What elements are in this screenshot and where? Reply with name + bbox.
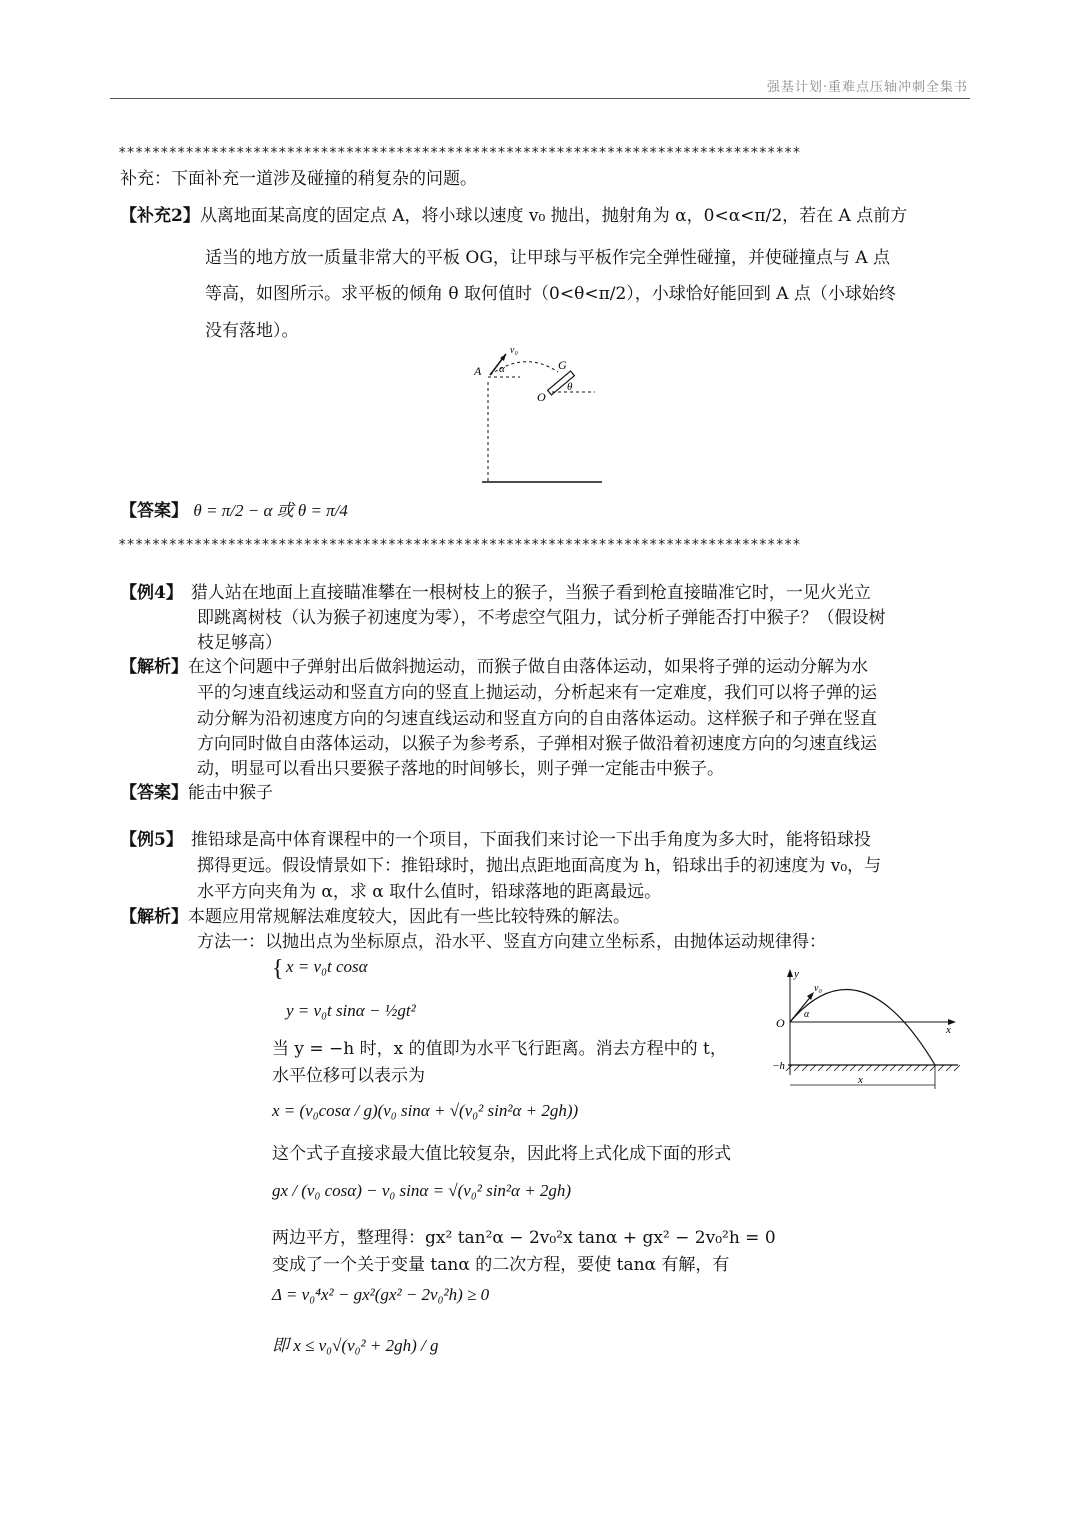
eq-x: x = v₀t cosα xyxy=(286,957,368,976)
supplement-question-line3: 等高，如图所示。求平板的倾角 θ 取何值时（0<θ<π/2），小球恰好能回到 A 点（小球始终 xyxy=(205,284,896,304)
label-o-fig: O xyxy=(776,1016,785,1030)
ex4-answer: 能击中猴子 xyxy=(188,783,273,803)
ex5-tag: 【例5】 xyxy=(120,830,183,850)
ex5-text3: 这个式子直接求最大值比较复杂，因此将上式化成下面的形式 xyxy=(272,1144,731,1164)
ex4-answer-tag: 【答案】 xyxy=(120,783,188,803)
label-y: y xyxy=(794,968,799,980)
brace: { xyxy=(272,956,284,982)
page-header xyxy=(110,76,970,99)
label-alpha: α xyxy=(499,363,505,375)
label-theta: θ xyxy=(567,381,573,393)
ex5-question-line2: 掷得更远。假设情景如下：推铅球时，抛出点距地面高度为 h，铅球出手的初速度为 v₀，与 xyxy=(197,856,882,876)
projectile-diagram xyxy=(770,965,965,1100)
ex4-answer-line xyxy=(120,782,273,804)
supplement-answer-tag: 【答案】 xyxy=(120,501,188,521)
ex5-solution-tag: 【解析】 xyxy=(120,907,188,927)
trajectory-curve xyxy=(790,990,935,1065)
ex5-question-line1 xyxy=(120,829,871,851)
eq-result: 即 x ≤ v₀√(v₀² + 2gh) / g xyxy=(272,1336,439,1355)
label-a: A xyxy=(474,364,482,378)
ex5-question-line3: 水平方向夹角为 α，求 α 取什么值时，铅球落地的距离最远。 xyxy=(197,882,662,902)
ex4-solution-line5: 动，明显可以看出只要猴子落地的时间够长，则子弹一定能击中猴子。 xyxy=(197,759,724,779)
supplement-question-line2: 适当的地方放一质量非常大的平板 OG，让甲球与平板作完全弹性碰撞，并使碰撞点与 A 点 xyxy=(205,248,891,268)
divider-stars-top: ********************************************************************************* xyxy=(118,145,801,161)
ex5-s1: 本题应用常规解法难度较大，因此有一些比较特殊的解法。 xyxy=(188,907,630,927)
ex4-solution-line3: 动分解为沿初速度方向的匀速直线运动和竖直方向的自由落体运动。这样猴子和子弹在竖直 xyxy=(197,709,877,729)
label-h: −h xyxy=(772,1060,785,1072)
label-alpha-fig: α xyxy=(804,1009,810,1020)
header-title: 强基计划·重难点压轴冲刺全集书 xyxy=(766,80,968,95)
label-g: G xyxy=(558,358,567,372)
ex5-text1: 当 y = −h 时，x 的值即为水平飞行距离。消去方程中的 t， xyxy=(272,1039,727,1059)
ground-hatch xyxy=(786,1065,960,1071)
ex4-q1: 猎人站在地面上直接瞄准攀在一根树枝上的猴子，当猴子看到枪直接瞄准它时，一见火光立 xyxy=(190,583,871,603)
supplement-question-line4: 没有落地）。 xyxy=(205,321,299,341)
ex5-method1: 方法一：以抛出点为坐标原点，沿水平、竖直方向建立坐标系，由抛体运动规律得： xyxy=(197,932,826,952)
ex5-solution-line1 xyxy=(120,906,630,928)
ex5-text5: 变成了一个关于变量 tanα 的二次方程，要使 tanα 有解，有 xyxy=(272,1255,730,1275)
ex4-tag: 【例4】 xyxy=(120,583,183,603)
supplement-answer-line xyxy=(120,500,348,522)
ex4-question-line3: 枝足够高） xyxy=(197,633,282,653)
ex5-text4: 两边平方，整理得：gx² tan²α − 2v₀²x tanα + gx² − 2v₀²h = 0 xyxy=(272,1228,776,1248)
label-o: O xyxy=(537,390,546,404)
label-x-distance: x xyxy=(858,1074,863,1086)
eq-y: y = v₀t sinα − ½gt² xyxy=(286,1001,416,1020)
ex4-solution-line1 xyxy=(120,656,868,678)
supplement-text-1: 从离地面某高度的固定点 A，将小球以速度 v₀ 抛出，抛射角为 α，0<α<π/2，若在 A 点前方 xyxy=(199,206,908,226)
ex4-solution-line4: 方向同时做自由落体运动，以猴子为参考系，子弹相对猴子做沿着初速度方向的匀速直线运 xyxy=(197,734,877,754)
label-v0-fig: v₀ xyxy=(814,983,822,994)
supplement-intro: 补充：下面补充一道涉及碰撞的稍复杂的问题。 xyxy=(120,169,477,189)
supplement-tag: 【补充2】 xyxy=(120,206,200,226)
divider-stars-bottom: ********************************************************************************* xyxy=(118,537,801,553)
supplement-answer-text: θ = π/2 − α 或 θ = π/4 xyxy=(193,501,348,520)
eq-rearranged: gx / (v₀ cosα) − v₀ sinα = √(v₀² sin²α + 2gh) xyxy=(272,1181,572,1200)
ex5-text2: 水平位移可以表示为 xyxy=(272,1066,425,1086)
eq-discriminant: Δ = v₀⁴x² − gx²(gx² − 2v₀²h) ≥ 0 xyxy=(272,1285,490,1304)
eq-range: x = (v₀cosα / g)(v₀ sinα + √(v₀² sin²α + 2gh)) xyxy=(272,1101,579,1120)
ex5-q1: 推铅球是高中体育课程中的一个项目，下面我们来讨论一下出手角度为多大时，能将铅球投 xyxy=(190,830,871,850)
supplement-question-line1 xyxy=(120,205,907,227)
label-x-axis: x xyxy=(946,1024,951,1036)
ex4-solution-tag: 【解析】 xyxy=(120,657,188,677)
label-v0: v₀ xyxy=(510,345,518,356)
ex4-s1: 在这个问题中子弹射出后做斜抛运动，而猴子做自由落体运动，如果将子弹的运动分解为水 xyxy=(188,657,868,677)
y-axis-arrowhead xyxy=(787,969,793,977)
ex4-question-line2: 即跳离树枝（认为猴子初速度为零），不考虑空气阻力，试分析子弹能否打中猴子？（假设树 xyxy=(197,608,886,628)
collision-diagram xyxy=(470,342,610,487)
ex4-question-line1 xyxy=(120,582,871,604)
v0-vector-head xyxy=(807,992,814,1000)
ex4-solution-line2: 平的匀速直线运动和竖直方向的竖直上抛运动，分析起来有一定难度，我们可以将子弹的运 xyxy=(197,683,877,703)
